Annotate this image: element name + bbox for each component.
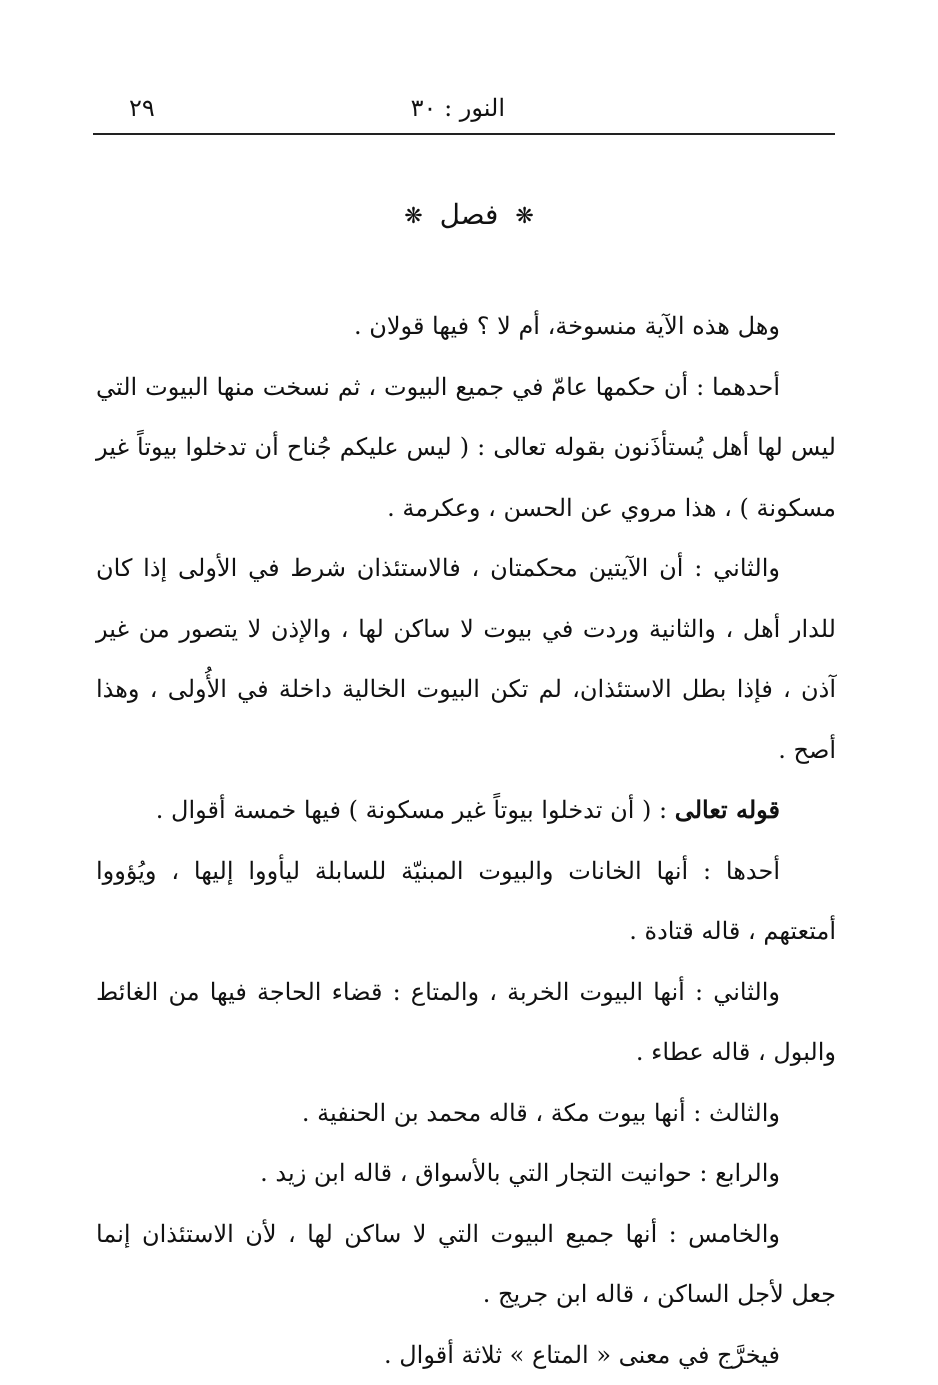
page-number: ٢٩ [129,94,155,122]
paragraph: وهل هذه الآية منسوخة، أم لا ؟ فيها قولان . [96,296,836,357]
paragraph: والرابع : حوانيت التجار التي بالأسواق ، قاله ابن زيد . [96,1143,836,1204]
ornament-right-icon: ❋ [515,204,533,229]
paragraph: والثالث : أنها بيوت مكة ، قاله محمد بن الحنفية . [96,1083,836,1144]
section-heading [0,198,938,248]
verse-text: : ( أن تدخلوا بيوتاً غير مسكونة ) فيها خمسة أقوال . [156,796,675,824]
body-text [96,296,836,1385]
surah-reference: النور : ٣٠ [411,94,505,122]
ornament-left-icon: ❋ [404,204,422,229]
section-title: فصل [440,198,499,231]
paragraph [96,780,836,841]
paragraph: فيخرَّج في معنى « المتاع » ثلاثة أقوال . [96,1325,836,1385]
header-rule [93,133,835,135]
paragraph: والخامس : أنها جميع البيوت التي لا ساكن لها ، لأن الاستئذان إنما جعل لأجل الساكن ، قاله ابن جريج . [96,1204,836,1325]
paragraph: والثاني : أن الآيتين محكمتان ، فالاستئذان شرط في الأولى إذا كان للدار أهل ، والثانية وردت في بيوت لا ساكن لها ، والإذن لا يتصور من غير آذن ، فإذا بطل الاستئذان، لم تكن البيوت الخالية داخلة في الأُولى ، وهذا أصح . [96,538,836,780]
paragraph: أحدهما : أن حكمها عامّ في جميع البيوت ، ثم نسخت منها البيوت التي ليس لها أهل يُستأذَنون بقوله تعالى : ( ليس عليكم جُناح أن تدخلوا بيوتاً غير مسكونة ) ، هذا مروي عن الحسن ، وعكرمة . [96,357,836,539]
paragraph: والثاني : أنها البيوت الخربة ، والمتاع : قضاء الحاجة فيها من الغائط والبول ، قاله عطاء . [96,962,836,1083]
paragraph: أحدها : أنها الخانات والبيوت المبنيّة للسابلة ليأووا إليها ، ويُؤووا أمتعتهم ، قاله قتادة . [96,841,836,962]
page-header [93,88,835,132]
verse-lead: قوله تعالى [675,795,780,824]
